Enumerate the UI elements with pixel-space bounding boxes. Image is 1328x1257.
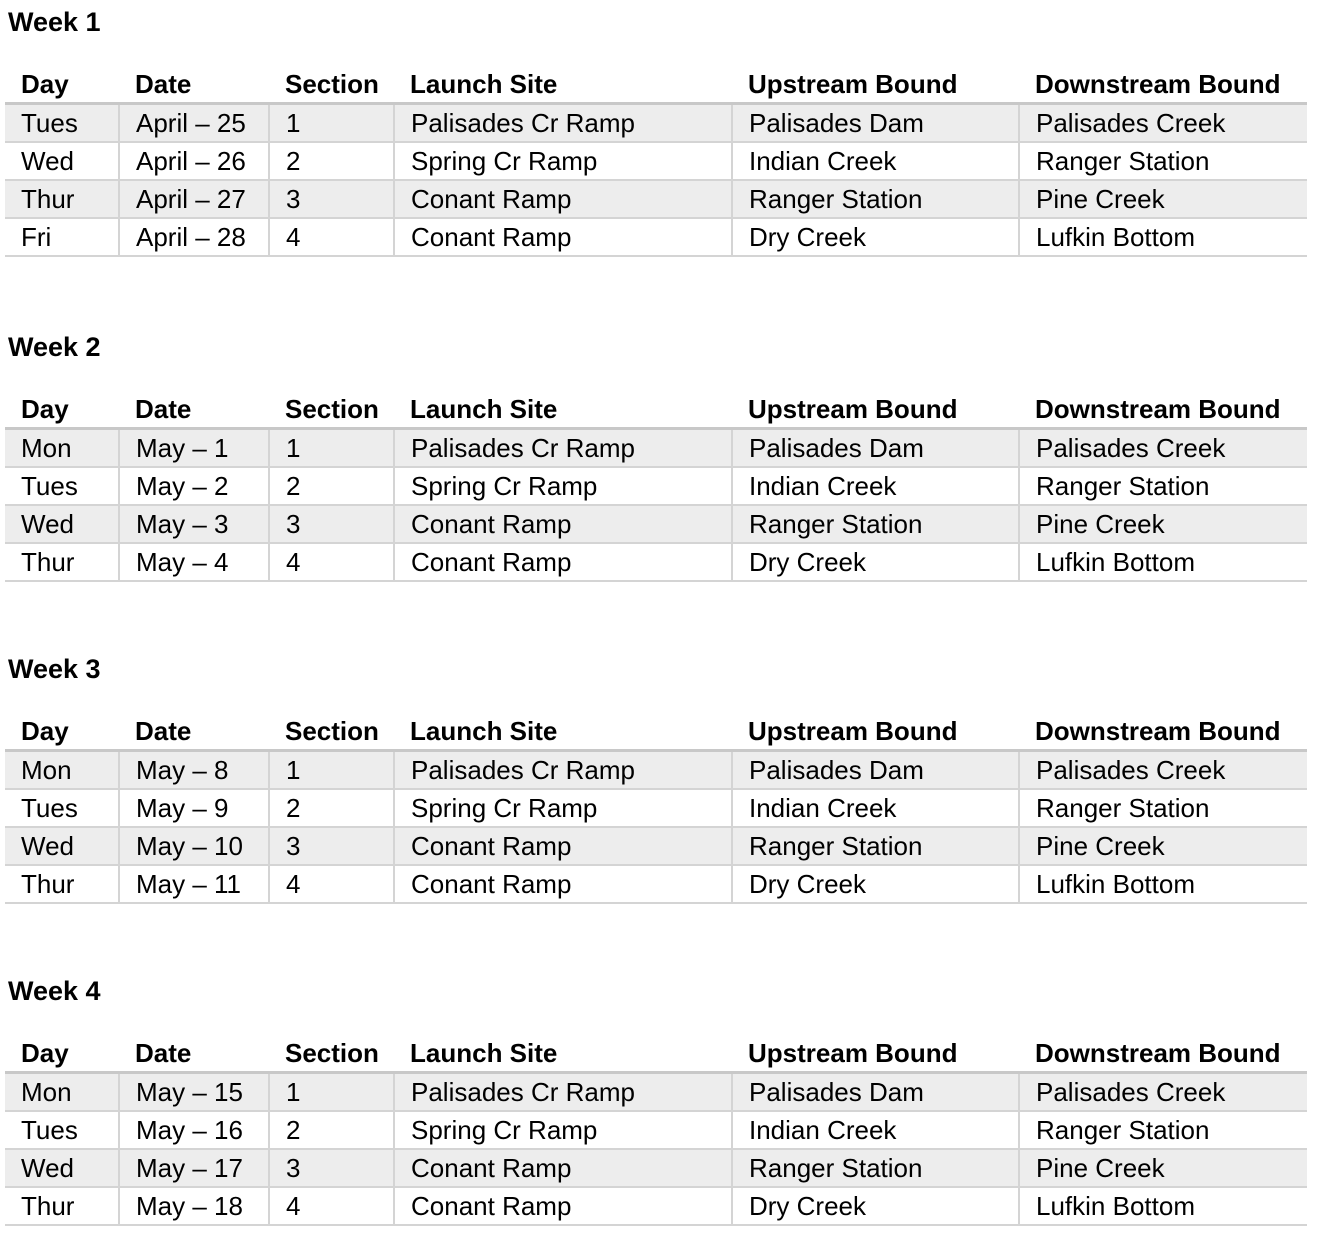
table-row xyxy=(5,543,1307,581)
week-title: Week 1 xyxy=(8,7,101,37)
table-cell: Pine Creek xyxy=(1019,827,1307,865)
table-cell: Conant Ramp xyxy=(394,180,732,218)
table-cell: May – 1 xyxy=(119,429,269,468)
table-row xyxy=(5,1187,1307,1225)
table-cell: Mon xyxy=(5,1073,119,1112)
table-cell: Lufkin Bottom xyxy=(1019,218,1307,256)
column-header: Downstream Bound xyxy=(1019,1035,1307,1073)
table-cell: Conant Ramp xyxy=(394,505,732,543)
table-cell: Indian Creek xyxy=(732,789,1019,827)
table-cell: May – 2 xyxy=(119,467,269,505)
week-title: Week 4 xyxy=(8,976,101,1006)
table-cell: 4 xyxy=(269,218,394,256)
table-cell: Wed xyxy=(5,827,119,865)
table-cell: 3 xyxy=(269,505,394,543)
column-header: Section xyxy=(269,1035,394,1073)
column-header: Upstream Bound xyxy=(732,713,1019,751)
column-header: Launch Site xyxy=(394,1035,732,1073)
table-header-row xyxy=(5,66,1307,104)
table-row xyxy=(5,1149,1307,1187)
table-cell: Spring Cr Ramp xyxy=(394,467,732,505)
table-cell: May – 9 xyxy=(119,789,269,827)
table-row xyxy=(5,827,1307,865)
table-cell: Conant Ramp xyxy=(394,543,732,581)
table-cell: April – 28 xyxy=(119,218,269,256)
table-cell: April – 26 xyxy=(119,142,269,180)
table-row xyxy=(5,218,1307,256)
table-cell: Thur xyxy=(5,543,119,581)
table-cell: Wed xyxy=(5,1149,119,1187)
table-cell: Tues xyxy=(5,1111,119,1149)
table-cell: Spring Cr Ramp xyxy=(394,1111,732,1149)
table-row xyxy=(5,865,1307,903)
column-header: Day xyxy=(5,713,119,751)
table-cell: Thur xyxy=(5,865,119,903)
table-cell: Dry Creek xyxy=(732,1187,1019,1225)
table-cell: Palisades Creek xyxy=(1019,1073,1307,1112)
column-header: Downstream Bound xyxy=(1019,713,1307,751)
week-title: Week 2 xyxy=(8,332,101,362)
table-cell: Tues xyxy=(5,789,119,827)
column-header: Section xyxy=(269,66,394,104)
table-cell: 1 xyxy=(269,751,394,790)
table-cell: Lufkin Bottom xyxy=(1019,543,1307,581)
table-cell: Palisades Creek xyxy=(1019,104,1307,143)
table-cell: 2 xyxy=(269,142,394,180)
table-cell: Wed xyxy=(5,505,119,543)
table-cell: Thur xyxy=(5,1187,119,1225)
table-cell: Lufkin Bottom xyxy=(1019,1187,1307,1225)
table-cell: Palisades Dam xyxy=(732,104,1019,143)
table-cell: Pine Creek xyxy=(1019,505,1307,543)
table-cell: Thur xyxy=(5,180,119,218)
table-cell: Indian Creek xyxy=(732,142,1019,180)
table-cell: May – 11 xyxy=(119,865,269,903)
column-header: Downstream Bound xyxy=(1019,66,1307,104)
table-cell: May – 15 xyxy=(119,1073,269,1112)
table-cell: 2 xyxy=(269,467,394,505)
table-header-row xyxy=(5,1035,1307,1073)
table-row xyxy=(5,180,1307,218)
table-cell: Palisades Cr Ramp xyxy=(394,1073,732,1112)
table-cell: May – 17 xyxy=(119,1149,269,1187)
column-header: Upstream Bound xyxy=(732,66,1019,104)
column-header: Section xyxy=(269,713,394,751)
column-header: Section xyxy=(269,391,394,429)
column-header: Day xyxy=(5,391,119,429)
table-cell: May – 3 xyxy=(119,505,269,543)
column-header: Date xyxy=(119,713,269,751)
column-header: Launch Site xyxy=(394,391,732,429)
table-cell: Spring Cr Ramp xyxy=(394,142,732,180)
table-cell: 2 xyxy=(269,1111,394,1149)
table-row xyxy=(5,751,1307,790)
table-cell: April – 27 xyxy=(119,180,269,218)
table-cell: Ranger Station xyxy=(732,1149,1019,1187)
table-cell: Palisades Dam xyxy=(732,429,1019,468)
schedule-table xyxy=(5,713,1307,904)
table-cell: May – 8 xyxy=(119,751,269,790)
column-header: Day xyxy=(5,1035,119,1073)
table-cell: Mon xyxy=(5,751,119,790)
table-cell: Indian Creek xyxy=(732,1111,1019,1149)
table-cell: Tues xyxy=(5,104,119,143)
table-cell: 2 xyxy=(269,789,394,827)
table-cell: Dry Creek xyxy=(732,543,1019,581)
table-cell: Palisades Dam xyxy=(732,1073,1019,1112)
table-cell: Fri xyxy=(5,218,119,256)
table-cell: Tues xyxy=(5,467,119,505)
table-cell: Ranger Station xyxy=(1019,1111,1307,1149)
table-cell: 4 xyxy=(269,1187,394,1225)
table-cell: 1 xyxy=(269,429,394,468)
schedule-table xyxy=(5,66,1307,257)
column-header: Date xyxy=(119,66,269,104)
column-header: Date xyxy=(119,1035,269,1073)
column-header: Downstream Bound xyxy=(1019,391,1307,429)
table-cell: Palisades Cr Ramp xyxy=(394,104,732,143)
table-row xyxy=(5,429,1307,468)
table-row xyxy=(5,505,1307,543)
table-cell: Palisades Creek xyxy=(1019,751,1307,790)
table-row xyxy=(5,1111,1307,1149)
table-cell: Ranger Station xyxy=(732,827,1019,865)
table-cell: Ranger Station xyxy=(732,180,1019,218)
table-cell: 4 xyxy=(269,543,394,581)
table-cell: Mon xyxy=(5,429,119,468)
column-header: Day xyxy=(5,66,119,104)
table-cell: 3 xyxy=(269,1149,394,1187)
table-cell: 1 xyxy=(269,104,394,143)
table-cell: Ranger Station xyxy=(1019,142,1307,180)
table-header-row xyxy=(5,713,1307,751)
table-cell: May – 10 xyxy=(119,827,269,865)
table-cell: April – 25 xyxy=(119,104,269,143)
table-cell: Lufkin Bottom xyxy=(1019,865,1307,903)
table-cell: May – 16 xyxy=(119,1111,269,1149)
table-cell: Pine Creek xyxy=(1019,1149,1307,1187)
table-row xyxy=(5,1073,1307,1112)
table-header-row xyxy=(5,391,1307,429)
table-cell: Conant Ramp xyxy=(394,1187,732,1225)
table-row xyxy=(5,789,1307,827)
table-cell: Conant Ramp xyxy=(394,218,732,256)
table-cell: Wed xyxy=(5,142,119,180)
table-row xyxy=(5,104,1307,143)
table-cell: Spring Cr Ramp xyxy=(394,789,732,827)
table-cell: 1 xyxy=(269,1073,394,1112)
column-header: Launch Site xyxy=(394,713,732,751)
table-cell: Pine Creek xyxy=(1019,180,1307,218)
table-cell: Conant Ramp xyxy=(394,1149,732,1187)
column-header: Launch Site xyxy=(394,66,732,104)
table-cell: Conant Ramp xyxy=(394,865,732,903)
week-title: Week 3 xyxy=(8,654,101,684)
table-cell: Palisades Dam xyxy=(732,751,1019,790)
table-cell: Conant Ramp xyxy=(394,827,732,865)
table-cell: Ranger Station xyxy=(1019,467,1307,505)
table-cell: Dry Creek xyxy=(732,865,1019,903)
table-cell: Palisades Creek xyxy=(1019,429,1307,468)
column-header: Date xyxy=(119,391,269,429)
table-cell: May – 18 xyxy=(119,1187,269,1225)
table-cell: Indian Creek xyxy=(732,467,1019,505)
table-cell: 4 xyxy=(269,865,394,903)
table-cell: Dry Creek xyxy=(732,218,1019,256)
table-cell: Palisades Cr Ramp xyxy=(394,751,732,790)
table-cell: Ranger Station xyxy=(1019,789,1307,827)
table-cell: 3 xyxy=(269,827,394,865)
table-cell: Palisades Cr Ramp xyxy=(394,429,732,468)
table-cell: 3 xyxy=(269,180,394,218)
schedule-table xyxy=(5,1035,1307,1226)
column-header: Upstream Bound xyxy=(732,391,1019,429)
table-row xyxy=(5,142,1307,180)
schedule-table xyxy=(5,391,1307,582)
column-header: Upstream Bound xyxy=(732,1035,1019,1073)
table-cell: Ranger Station xyxy=(732,505,1019,543)
table-row xyxy=(5,467,1307,505)
table-cell: May – 4 xyxy=(119,543,269,581)
